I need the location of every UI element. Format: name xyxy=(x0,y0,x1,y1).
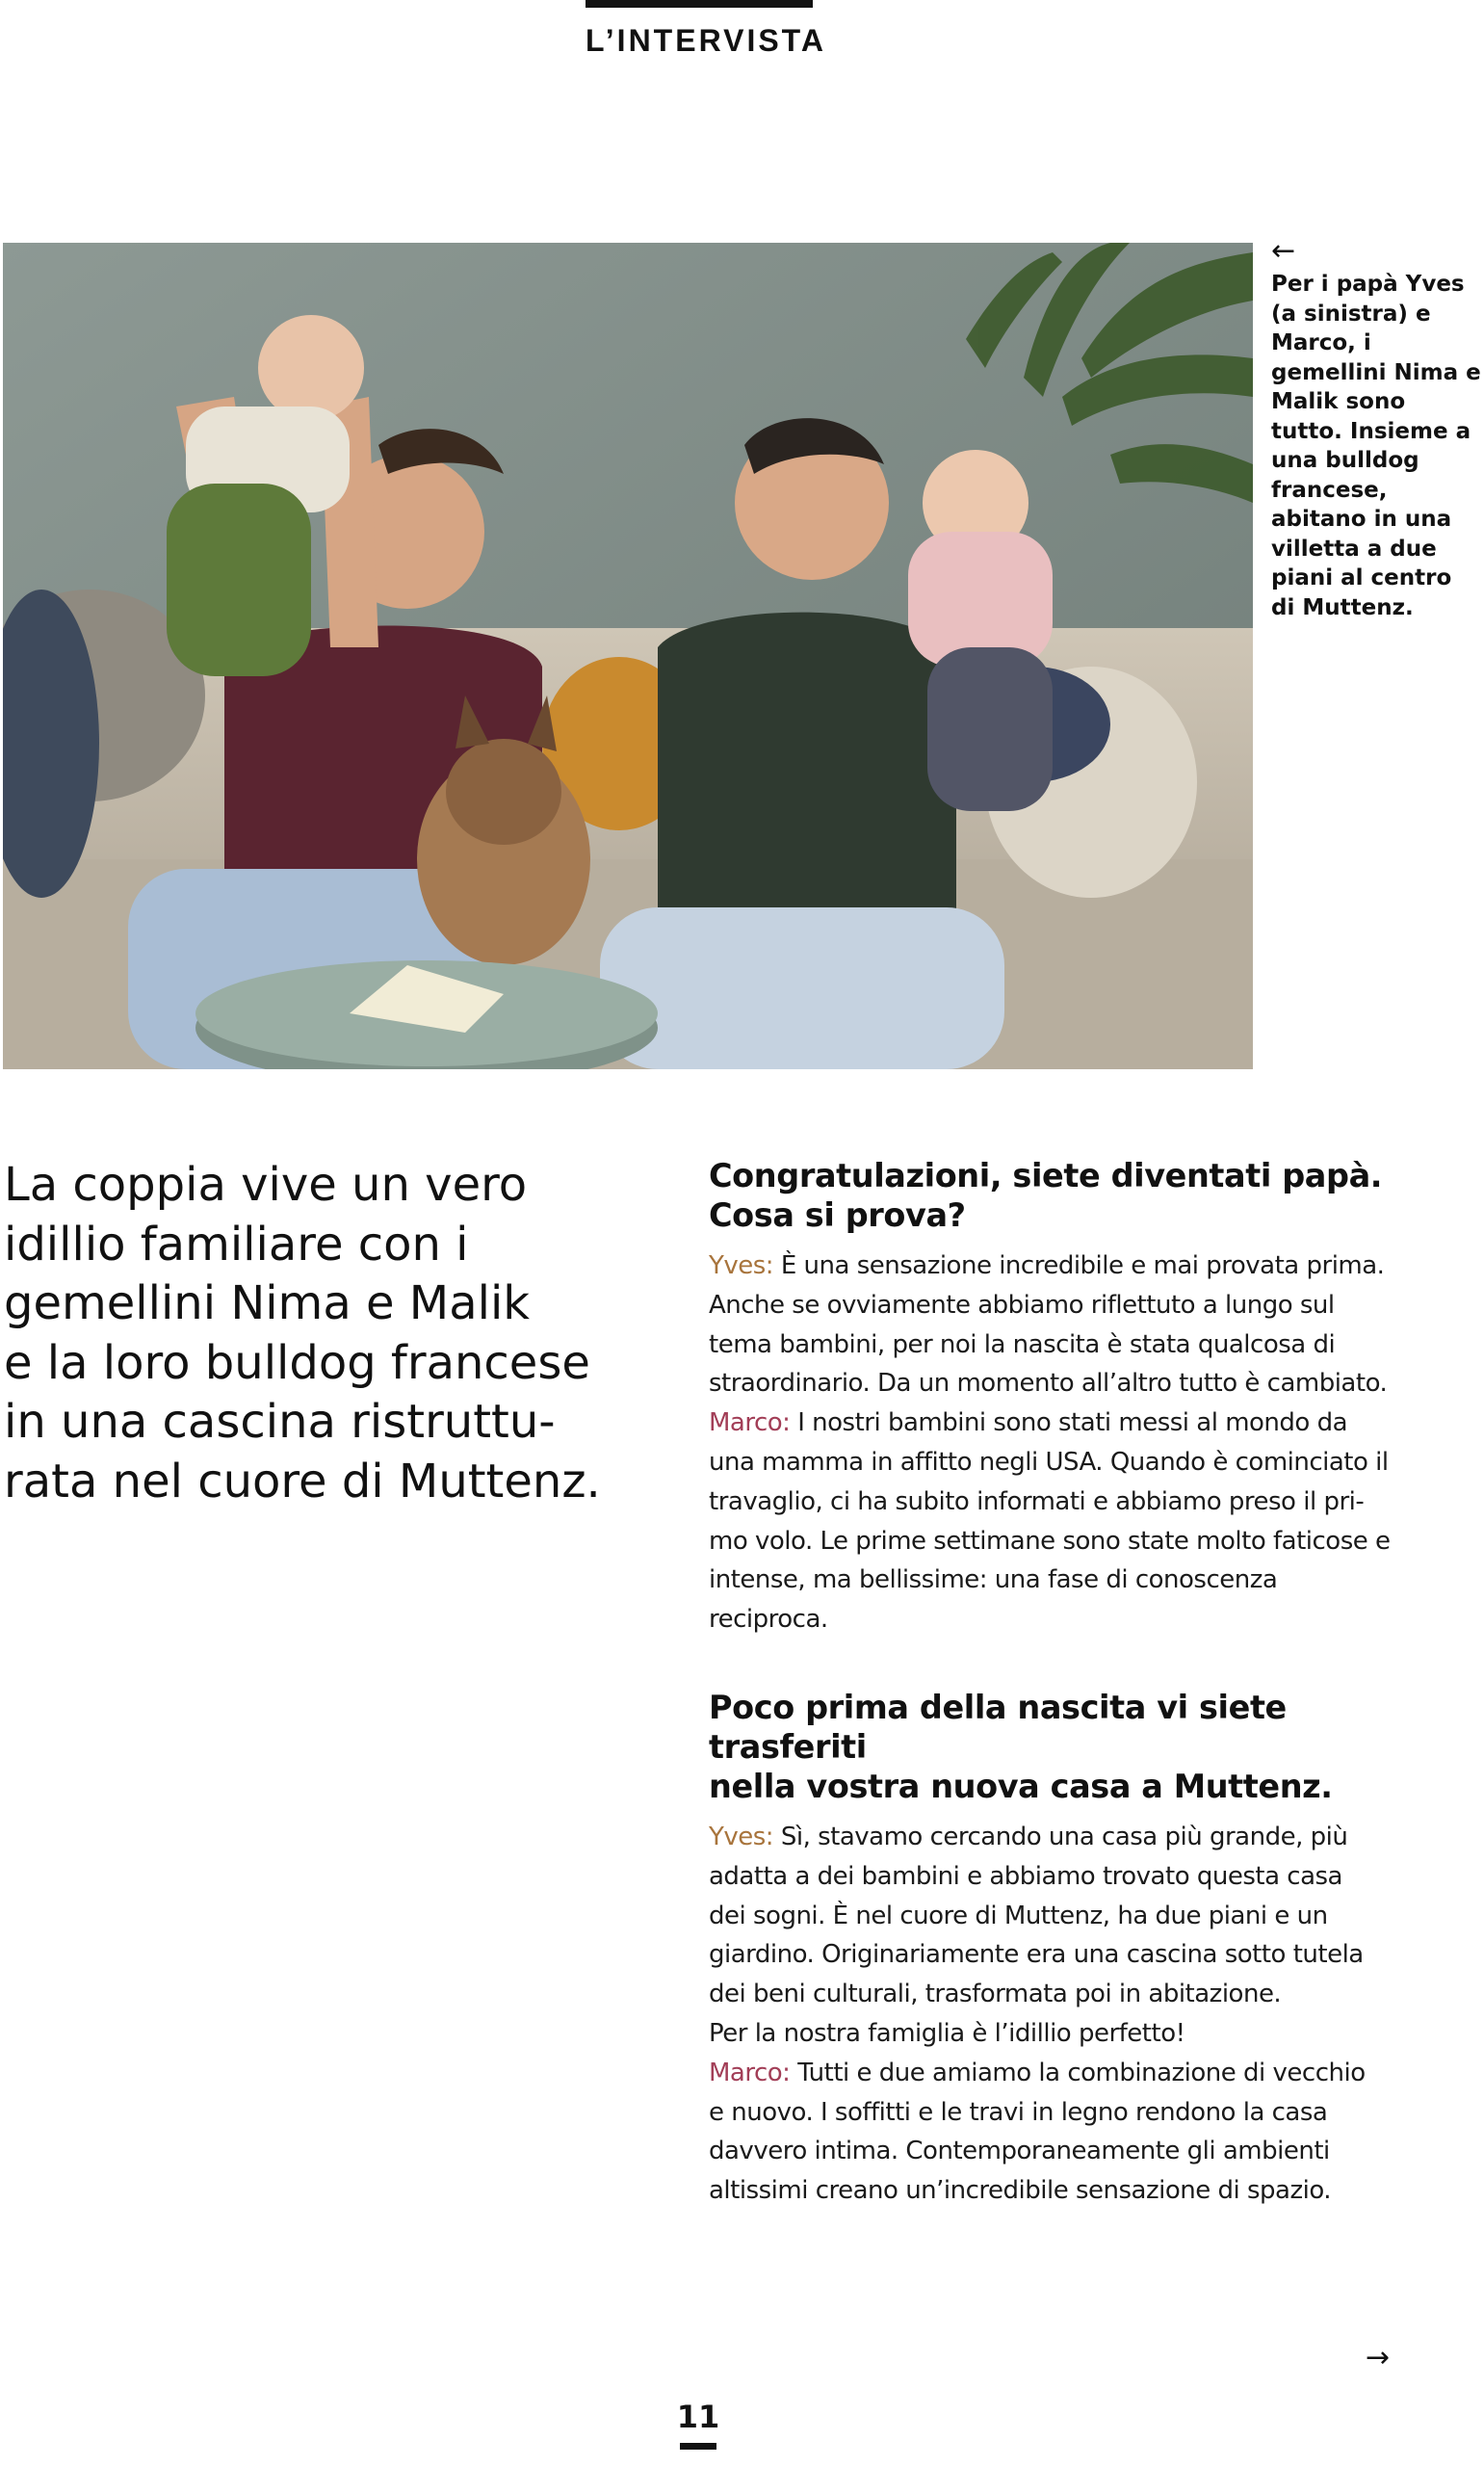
family-photo xyxy=(3,243,1253,1069)
next-page-arrow-icon[interactable]: → xyxy=(1366,2341,1391,2374)
interview-answer xyxy=(709,1818,1402,2054)
qa-block xyxy=(709,1688,1402,2211)
interview-question: Poco prima della nascita vi siete trasferiti nella vostra nuova casa a Muttenz. xyxy=(709,1688,1333,1805)
lead-paragraph: La coppia vive un vero idillio familiare con i gemellini Nima e Malik e la loro bulldog francese in una cascina ristruttu- rata nel cuore di Muttenz. xyxy=(4,1158,601,1508)
section-header-bar xyxy=(586,0,813,8)
speaker-name: Marco: xyxy=(709,1408,791,1438)
caption-arrow-left-icon: ← xyxy=(1271,234,1296,268)
answer-text: È una sensazione incredibile e mai provata prima. Anche se ovviamente abbiamo riflettuto a lungo sul tema bambini, per noi la nascita è stata qualcosa di straordinario. Da un momento all’altro tutto è cambiato. xyxy=(709,1251,1388,1399)
section-header xyxy=(586,0,826,59)
caption-text: Per i papà Yves (a sinistra) e Marco, i gemellini Nima e Malik sono tutto. Insieme a una bulldog francese, abitano in una villetta a due piani al centro di Muttenz. xyxy=(1271,272,1481,620)
speaker-name: Marco: xyxy=(709,2058,791,2087)
page-number-text: 11 xyxy=(676,2399,720,2435)
qa-block xyxy=(709,1156,1402,1640)
interview-column xyxy=(709,1156,1402,2259)
section-title: L’INTERVISTA xyxy=(586,23,826,58)
interview-question: Congratulazioni, siete diventati papà. Cosa si prova? xyxy=(709,1157,1383,1234)
answer-text: Tutti e due amiamo la combinazione di vecchio e nuovo. I soffitti e le travi in legno rendono la casa davvero intima. Contemporaneamente gli ambienti altissimi creano un’incredibile sensazione di spazio. xyxy=(709,2058,1366,2206)
interview-answer xyxy=(709,1404,1402,1640)
photo-caption xyxy=(1271,234,1481,622)
interview-answer xyxy=(709,2054,1402,2211)
speaker-name: Yves: xyxy=(709,1822,774,1851)
page-number xyxy=(674,2399,722,2450)
family-photo-illustration xyxy=(3,243,1253,1069)
interview-answer xyxy=(709,1246,1402,1404)
answer-text: I nostri bambini sono stati messi al mondo da una mamma in affitto negli USA. Quando è cominciato il travaglio, ci ha subito informati e abbiamo preso il pri- mo volo. Le prime settimane sono state molto faticose e intense, ma bellissime: una fase di conoscenza reciproca. xyxy=(709,1408,1391,1635)
speaker-name: Yves: xyxy=(709,1251,774,1280)
answer-text: Sì, stavamo cercando una casa più grande, più adatta a dei bambini e abbiamo trovato questa casa dei sogni. È nel cuore di Muttenz, ha due piani e un giardino. Originariamente era una cascina sotto tutela dei beni culturali, trasformata poi in abitazione. Per la nostra famiglia è l’idillio perfetto! xyxy=(709,1822,1364,2048)
page-number-underline xyxy=(680,2443,716,2450)
